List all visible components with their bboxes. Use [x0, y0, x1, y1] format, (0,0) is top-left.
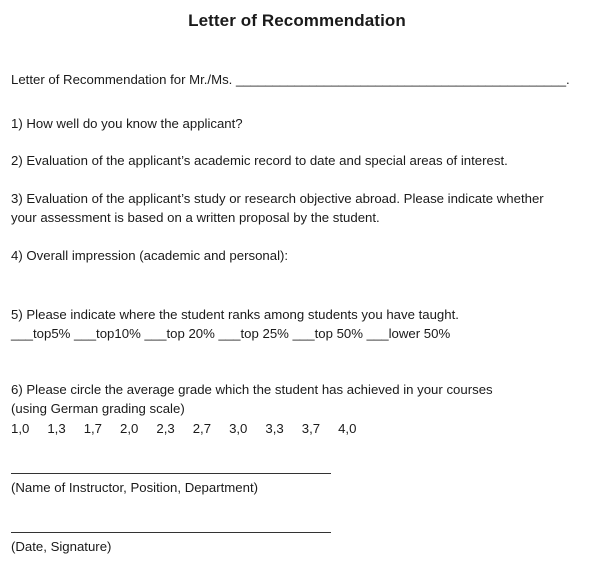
grade-option: 2,7 [192, 421, 212, 436]
document-title: Letter of Recommendation [188, 11, 406, 30]
question-2: 2) Evaluation of the applicant’s academic record to date and special areas of interest. [11, 153, 508, 168]
date-signature-line [11, 532, 331, 533]
question-3-line-1: 3) Evaluation of the applicant’s study or research objective abroad. Please indicate whether [11, 191, 544, 206]
instructor-signature-line [11, 473, 331, 474]
question-4: 4) Overall impression (academic and personal): [11, 248, 289, 263]
grade-option: 2,3 [156, 421, 175, 436]
grade-option: 2,0 [120, 421, 139, 436]
grade-option: 3,3 [265, 421, 284, 436]
grade-option: 3,7 [301, 421, 321, 436]
grade-scale [11, 419, 374, 438]
question-5-rank-options: ___top5% ___top10% ___top 20% ___top 25% ___top 50% ___lower 50% [11, 326, 451, 341]
question-5: 5) Please indicate where the student ranks among students you have taught. [11, 307, 459, 322]
grade-option: 1,7 [83, 421, 103, 436]
recommendation-for-line: Letter of Recommendation for Mr./Ms. _____________________________________________. [11, 72, 570, 87]
question-1: 1) How well do you know the applicant? [11, 116, 243, 131]
date-signature-label: (Date, Signature) [11, 539, 112, 554]
grade-option: 4,0 [338, 421, 357, 436]
grade-option: 1,0 [11, 421, 30, 436]
grade-option: 1,3 [47, 421, 66, 436]
instructor-signature-label: (Name of Instructor, Position, Department) [11, 480, 258, 495]
question-6-line-2: (using German grading scale) [11, 401, 185, 416]
grade-option: 3,0 [229, 421, 248, 436]
question-3-line-2: your assessment is based on a written proposal by the student. [11, 210, 380, 225]
question-6-line-1: 6) Please circle the average grade which the student has achieved in your courses [11, 382, 493, 397]
